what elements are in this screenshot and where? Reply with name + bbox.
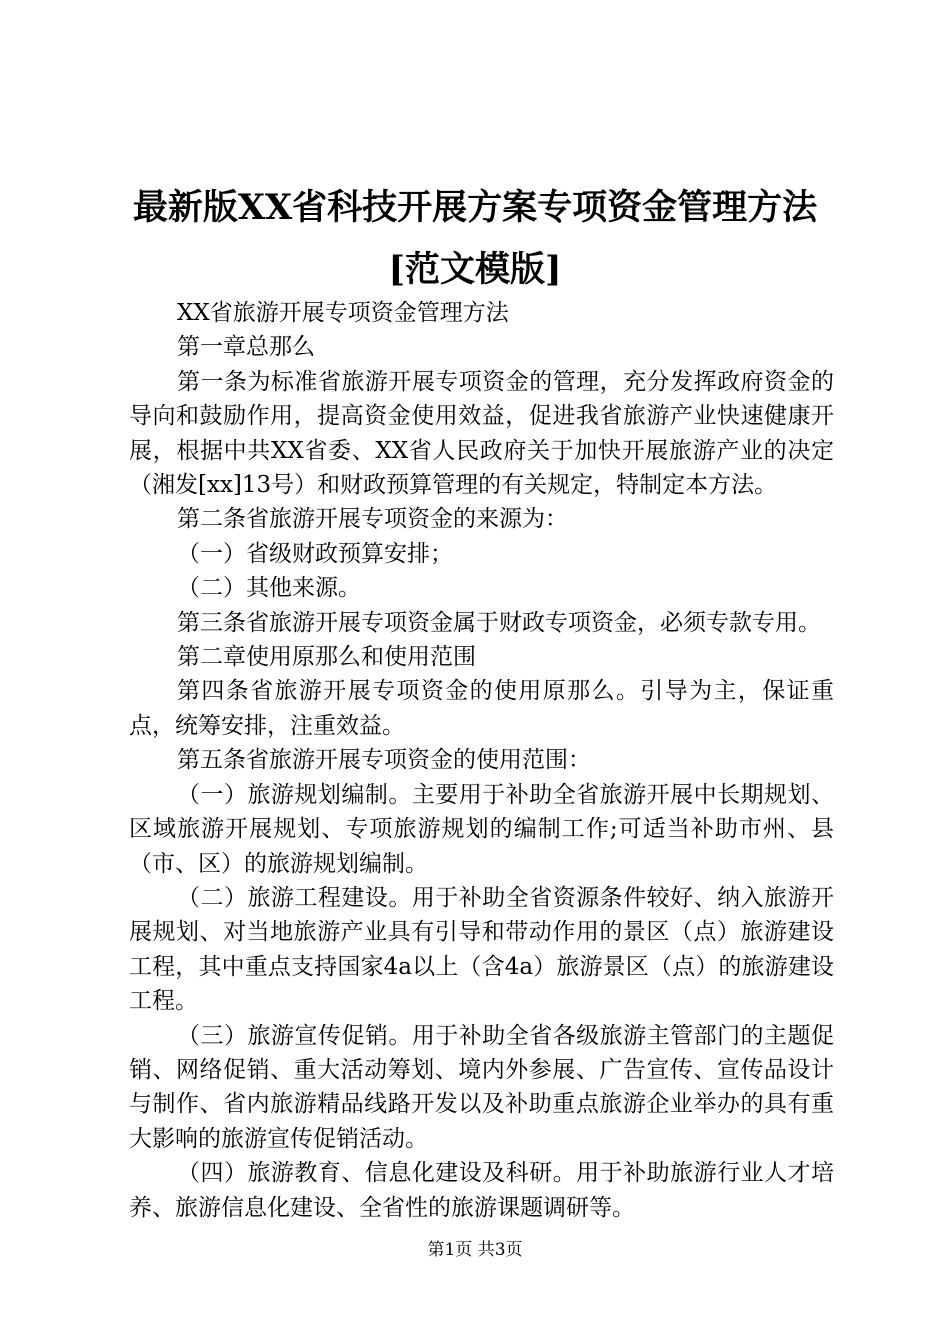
paragraph: 第四条省旅游开展专项资金的使用原那么。引导为主，保证重点，统筹安排，注重效益。 bbox=[129, 678, 834, 739]
paragraph: （四）旅游教育、信息化建设及科研。用于补助旅游行业人才培养、旅游信息化建设、全省性的旅游课题调研等。 bbox=[129, 1160, 834, 1221]
paragraph: 第五条省旅游开展专项资金的使用范围： bbox=[177, 747, 591, 774]
paragraph: （三）旅游宣传促销。用于补助全省各级旅游主管部门的主题促销、网络促销、重大活动筹划、境内外参展、广告宣传、宣传品设计与制作、省内旅游精品线路开发以及补助重点旅游企业举办的具有重大影响的旅游宣传促销活动。 bbox=[129, 1022, 834, 1152]
document-title-line-2: [范文模版] bbox=[388, 249, 562, 290]
paragraph: XX省旅游开展专项资金管理方法 bbox=[177, 300, 509, 326]
paragraph: 第一条为标准省旅游开展专项资金的管理，充分发挥政府资金的导向和鼓励作用，提高资金使用效益，促进我省旅游产业快速健康开展，根据中共XX省委、XX省人民政府关于加快开展旅游产业的决定（湘发[xx]13号）和财政预算管理的有关规定，特制定本方法。 bbox=[129, 368, 834, 499]
paragraph: （二）其他来源。 bbox=[177, 575, 361, 602]
document-title-line-1: 最新版XX省科技开展方案专项资金管理方法 bbox=[132, 187, 818, 228]
paragraph: 第二章使用原那么和使用范围 bbox=[177, 644, 476, 671]
page-footer: 第1页 共3页 bbox=[427, 1240, 523, 1260]
paragraph: 第一章总那么 bbox=[177, 334, 315, 361]
paragraph: （一）省级财政预算安排； bbox=[177, 540, 453, 567]
paragraph: 第三条省旅游开展专项资金属于财政专项资金，必须专款专用。 bbox=[177, 609, 821, 636]
paragraph: （二）旅游工程建设。用于补助全省资源条件较好、纳入旅游开展规划、对当地旅游产业具有引导和带动作用的景区（点）旅游建设工程，其中重点支持国家4a以上（含4a）旅游景区（点）的旅游建设工程。 bbox=[129, 884, 834, 1015]
document-body bbox=[129, 296, 834, 1225]
paragraph: （一）旅游规划编制。主要用于补助全省旅游开展中长期规划、区域旅游开展规划、专项旅游规划的编制工作;可适当补助市州、县（市、区）的旅游规划编制。 bbox=[129, 781, 834, 877]
paragraph: 第二条省旅游开展专项资金的来源为： bbox=[177, 506, 568, 533]
